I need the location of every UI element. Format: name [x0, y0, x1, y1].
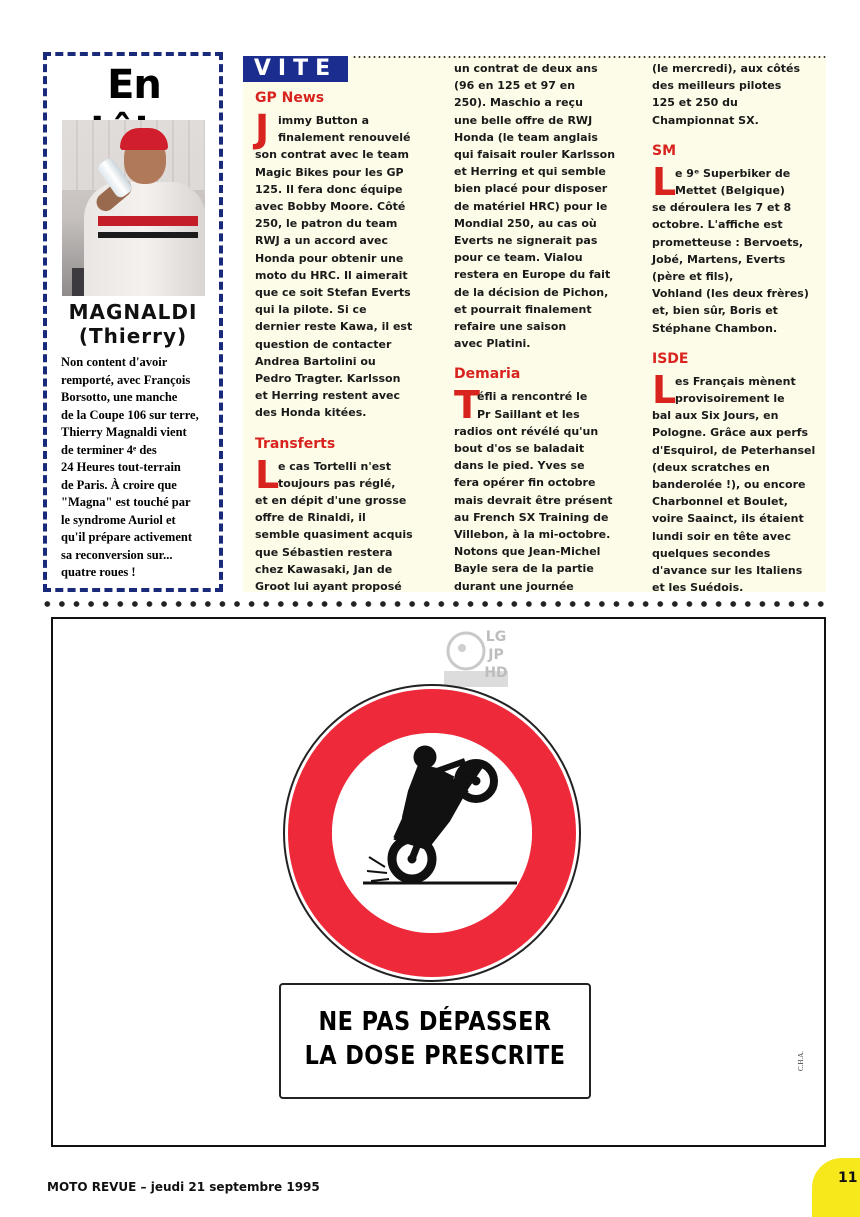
- text-line: "Magna" est touché par: [61, 495, 191, 509]
- text-line: dernier reste Kawa, il est: [255, 320, 413, 334]
- text-line: bien placé pour disposer: [454, 182, 608, 196]
- text-line: des Honda kitées.: [255, 406, 367, 420]
- text-line: Thierry Magnaldi vient: [61, 425, 187, 439]
- text-line: question de contacter: [255, 337, 392, 351]
- text-line: au French SX Training de: [454, 510, 609, 524]
- text-line: Pr Saillant et les: [477, 407, 580, 421]
- text-line: et Herring et qui semble: [454, 165, 606, 179]
- text-line: qui faisait rouler Karlsson: [454, 148, 616, 162]
- text-line: immy Button a: [278, 114, 370, 127]
- drop-cap: L: [255, 452, 280, 497]
- text-line: Villebon, à la mi-octobre.: [454, 528, 611, 542]
- text-line: d'avance sur les Italiens: [652, 564, 803, 578]
- text-line: qui la pilote. Si ce: [255, 303, 367, 317]
- text-line: de terminer 4ᵉ des: [61, 442, 157, 457]
- text-line: Bayle sera de la partie: [454, 562, 594, 576]
- en-tete-box: [43, 52, 223, 592]
- text-line: de la décision de Pichon,: [454, 285, 609, 299]
- text-line: et les Suédois.: [652, 581, 744, 595]
- text-line: (96 en 125 et 97 en: [454, 79, 576, 93]
- text-line: Magic Bikes pour les GP: [255, 165, 404, 179]
- panel-line-1: NE PAS DÉPASSER: [318, 1007, 552, 1037]
- text-line: (le mercredi), aux côtés: [652, 62, 801, 75]
- text-line: refaire une saison: [454, 320, 567, 334]
- column-3: [652, 60, 822, 596]
- vite-label: VITE: [243, 56, 348, 82]
- text-line: le syndrome Auriol et: [61, 512, 176, 527]
- text-line: fera opérer fin octobre: [454, 476, 596, 490]
- text-line: Honda pour obtenir une: [255, 251, 404, 265]
- text-line: RWJ a un accord avec: [255, 234, 388, 248]
- text-line: (deux scratches en: [652, 460, 770, 474]
- text-line: mais devrait être présent: [454, 493, 613, 507]
- page-number: 11: [838, 1170, 858, 1186]
- en-tete-title: En: [107, 62, 161, 108]
- text-line: e cas Tortelli n'est: [278, 459, 391, 473]
- text-line: 125 et 250 du: [652, 96, 738, 110]
- text-line: Andrea Bartolini ou: [255, 354, 376, 368]
- text-line: une belle offre de RWJ: [454, 113, 593, 127]
- text-line: 24 Heures tout-terrain: [61, 460, 181, 474]
- watermark-line: LG: [485, 629, 507, 645]
- text-line: restera en Europe du fait: [454, 268, 611, 282]
- section-title-transferts: Transferts: [255, 435, 336, 452]
- text-line: avec Bobby Moore. Côté: [255, 200, 406, 214]
- text-line: chez Kawasaki, Jan de: [255, 562, 393, 576]
- text-line: et en dépit d'une grosse: [255, 494, 407, 508]
- text-line: es Français mènent: [675, 374, 796, 388]
- text-line: lundi soir en tête avec: [652, 529, 791, 543]
- text-line: se déroulera les 7 et 8: [652, 201, 792, 215]
- text-line: voire Saainct, ils étaient: [652, 512, 804, 526]
- artist-credit: C.H.A.: [797, 1050, 805, 1071]
- text-line: 125. Il fera donc équipe: [255, 182, 403, 196]
- text-line: semble quasiment acquis: [255, 528, 413, 542]
- text-line: dans le pied. Yves se: [454, 459, 585, 473]
- text-line: quelques secondes: [652, 546, 771, 560]
- en-tete-text: [61, 354, 213, 582]
- text-line: bout d'os se baladait: [454, 442, 585, 456]
- text-line: finalement renouvelé: [278, 131, 411, 145]
- drop-cap: L: [652, 367, 677, 412]
- text-line: Championnat SX.: [652, 113, 759, 127]
- dotted-rule: [352, 56, 826, 58]
- text-line: Vohland (les deux frères): [652, 287, 809, 301]
- text-line: éfli a rencontré le: [477, 390, 588, 404]
- text-line: que Sébastien restera: [255, 545, 393, 559]
- text-line: Borsotto, une manche: [61, 390, 178, 404]
- text-line: durant une journée: [454, 579, 574, 593]
- text-line: e 9ᵉ Superbiker de: [675, 166, 791, 180]
- column-2: [454, 60, 632, 595]
- text-line: sa reconversion sur...: [61, 547, 173, 562]
- text-line: quatre roues !: [61, 565, 136, 579]
- text-line: que ce soit Stefan Everts: [255, 286, 411, 300]
- text-line: offre de Rinaldi, il: [255, 511, 366, 525]
- watermark-line: JP: [488, 647, 504, 663]
- text-line: 250, le patron du team: [255, 217, 398, 231]
- text-line: provisoirement le: [675, 392, 785, 406]
- text-line: moto du HRC. Il aimerait: [255, 268, 408, 282]
- text-line: son contrat avec le team: [255, 148, 409, 162]
- watermark-line: HD: [484, 665, 508, 681]
- text-line: remporté, avec François: [61, 372, 191, 387]
- text-line: octobre. L'affiche est: [652, 218, 783, 232]
- text-line: Notons que Jean-Michel: [454, 545, 601, 559]
- dotted-separator: [40, 600, 828, 608]
- text-line: toujours pas réglé,: [278, 476, 396, 490]
- text-line: banderolée !), ou encore: [652, 478, 806, 492]
- text-line: Pedro Tragter. Karlsson: [255, 372, 401, 386]
- text-line: de la Coupe 106 sur terre,: [61, 407, 199, 422]
- text-line: qu'il prépare activement: [61, 530, 192, 544]
- cartoon-frame: [51, 617, 826, 1147]
- text-line: bal aux Six Jours, en: [652, 409, 779, 423]
- section-title-sm: SM: [652, 142, 677, 159]
- text-line: Stéphane Chambon.: [652, 321, 778, 335]
- text-line: un contrat de deux ans: [454, 62, 598, 75]
- text-line: 250). Maschio a reçu: [454, 96, 583, 110]
- rider-photo: [62, 120, 205, 296]
- page-number-tab: [812, 1158, 860, 1217]
- person-surname: MAGNALDI: [68, 300, 198, 324]
- text-line: pour ce team. Vialou: [454, 251, 583, 265]
- text-line: avec Platini.: [454, 337, 531, 351]
- text-line: Mettet (Belgique): [675, 184, 785, 198]
- text-line: prometteuse : Bervoets,: [652, 235, 804, 249]
- section-title-isde: ISDE: [652, 350, 689, 367]
- text-line: radios ont révélé qu'un: [454, 424, 599, 438]
- text-line: et pourrait finalement: [454, 302, 592, 316]
- column-1: [255, 88, 435, 595]
- text-line: Pologne. Grâce aux perfs: [652, 426, 809, 440]
- footer-text: MOTO REVUE – jeudi 21 septembre 1995: [47, 1180, 320, 1194]
- text-line: Jobé, Martens, Everts: [652, 252, 786, 266]
- text-line: de matériel HRC) pour le: [454, 199, 608, 213]
- text-line: Non content d'avoir: [61, 355, 168, 369]
- drop-cap: T: [454, 383, 480, 428]
- warning-panel: [279, 983, 591, 1099]
- section-title-demaria: Demaria: [454, 366, 521, 383]
- text-line: d'Esquirol, de Peterhansel: [652, 443, 816, 457]
- text-line: Everts ne signerait pas: [454, 234, 598, 248]
- text-line: de Paris. À croire que: [61, 477, 177, 492]
- text-line: (père et fils),: [652, 270, 734, 284]
- person-firstname: (Thierry): [78, 324, 188, 348]
- text-line: Groot lui ayant proposé: [255, 580, 402, 594]
- panel-line-2: LA DOSE PRESCRITE: [304, 1041, 566, 1071]
- text-line: Charbonnel et Boulet,: [652, 495, 788, 509]
- text-line: Mondial 250, au cas où: [454, 216, 597, 230]
- text-line: des meilleurs pilotes: [652, 79, 782, 93]
- prohibition-sign-icon: [277, 681, 587, 986]
- text-line: Honda (le team anglais: [454, 130, 598, 144]
- drop-cap: L: [652, 159, 677, 204]
- drop-cap: J: [255, 107, 270, 151]
- text-line: et, bien sûr, Boris et: [652, 304, 778, 318]
- section-title-gp-news: GP News: [255, 90, 325, 106]
- text-line: et Herring restent avec: [255, 389, 401, 403]
